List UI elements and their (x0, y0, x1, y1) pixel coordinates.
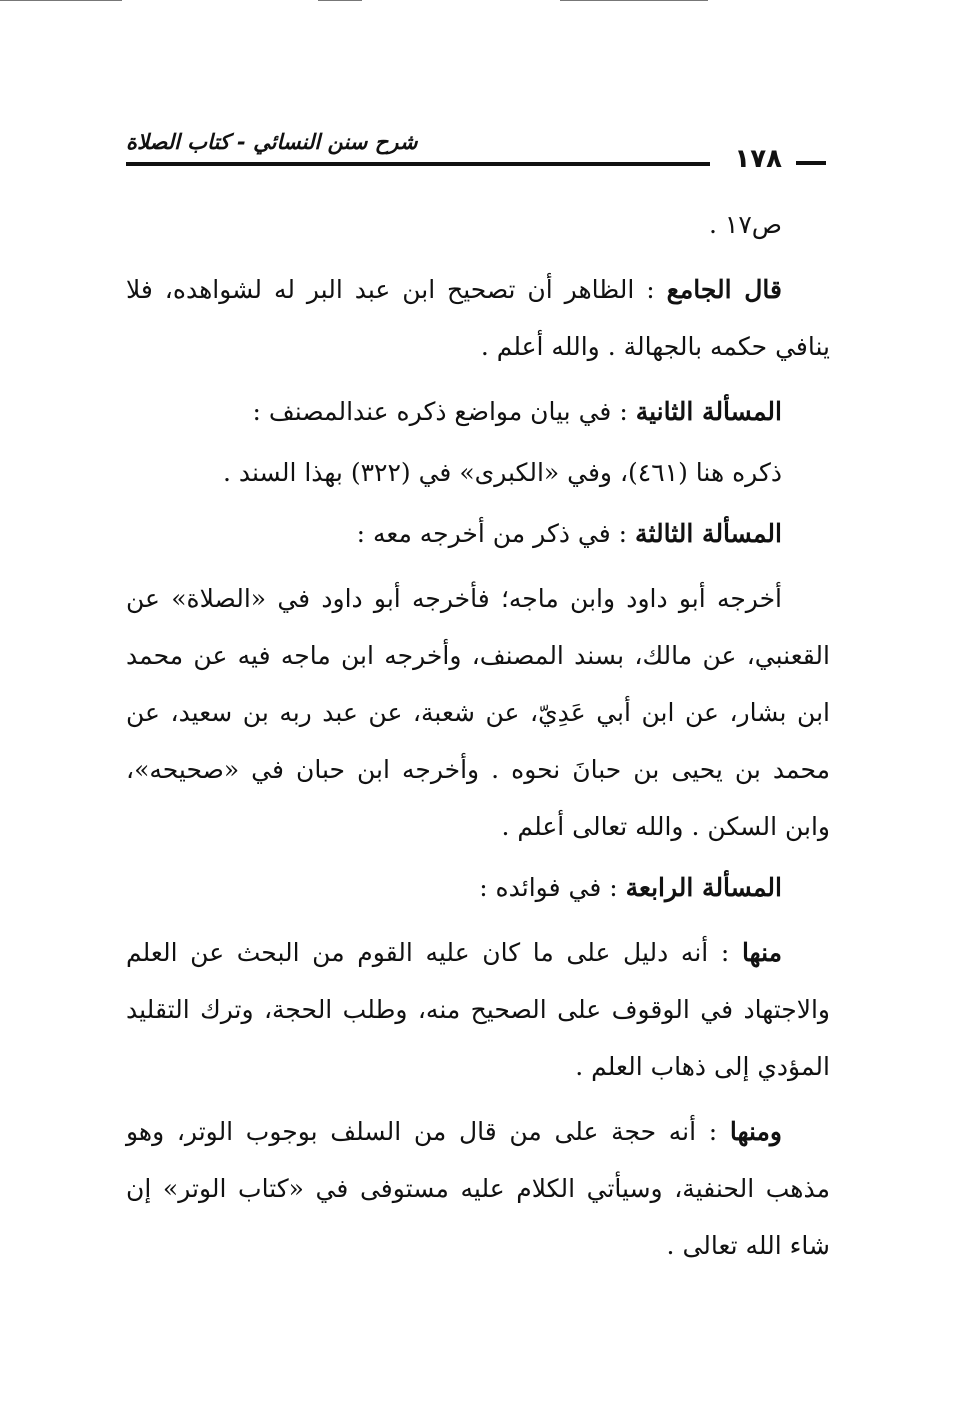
paragraph-lead: منها (741, 938, 783, 967)
section-heading-lead: المسألة الثانية (635, 397, 782, 426)
paragraph-text: أخرجه أبو داود وابن ماجه؛ فأخرجه أبو داود في «الصلاة» عن القعنبي، عن مالك، بسند المصنف، وأخرجه ابن ماجه فيه عن محمد ابن بشار، عن ابن أبي عَدِيّ، عن شعبة، عن عبد ربه بن سعيد، عن محمد بن يحيى بن حبانَ نحوه . وأخرجه ابن حبان في «صحيحه»، وابن السكن . والله تعالى أعلم . (126, 584, 830, 841)
page-header (126, 126, 826, 178)
section-heading-third-issue (126, 505, 830, 562)
paragraph-text: ذكره هنا (٤٦١)، وفي «الكبرى» في (٣٢٢) بهذا السند . (222, 458, 782, 487)
page-body (126, 196, 830, 1274)
paragraph-mentions (126, 444, 830, 501)
section-heading-lead: المسألة الثالثة (635, 519, 782, 548)
paragraph-text: ص١٧ . (709, 210, 782, 239)
page-number: ١٧٨ (734, 144, 782, 174)
paragraph-reference-end (126, 196, 830, 253)
paragraph-benefit-one (126, 924, 830, 1095)
paragraph-text: : أنه دليل على ما كان عليه القوم من البحث عن العلم والاجتهاد في الوقوف على الصحيح منه، وطلب الحجة، وترك التقليد المؤدي إلى ذهاب العلم . (126, 938, 830, 1081)
scan-mark (0, 0, 122, 1)
section-heading-second-issue (126, 383, 830, 440)
section-heading-lead: المسألة الرابعة (625, 873, 782, 902)
paragraph-compiler-note (126, 261, 830, 375)
paragraph-takhrij (126, 570, 830, 855)
section-heading-fourth-issue (126, 859, 830, 916)
header-rule (126, 162, 710, 166)
page-number-dash (796, 161, 826, 165)
paragraph-text: : أنه حجة على من قال من السلف بوجوب الوتر، وهو مذهب الحنفية، وسيأتي الكلام عليه مستوفى في «كتاب الوتر» إن شاء الله تعالى . (126, 1117, 830, 1260)
scan-mark (560, 0, 708, 1)
paragraph-text: : الظاهر أن تصحيح ابن عبد البر له لشواهده، فلا ينافي حكمه بالجهالة . والله أعلم . (126, 275, 830, 361)
running-title: شرح سنن النسائي - كتاب الصلاة (126, 130, 418, 154)
section-heading-text: : في فوائده : (479, 873, 618, 902)
section-heading-text: : في بيان مواضع ذكره عندالمصنف : (252, 397, 628, 426)
scan-edge-marks (0, 0, 968, 4)
section-heading-text: : في ذكر من أخرجه معه : (356, 519, 628, 548)
paragraph-lead: ومنها (729, 1117, 782, 1146)
paragraph-lead: قال الجامع (666, 275, 782, 304)
paragraph-benefit-two (126, 1103, 830, 1274)
scan-mark (318, 0, 362, 1)
